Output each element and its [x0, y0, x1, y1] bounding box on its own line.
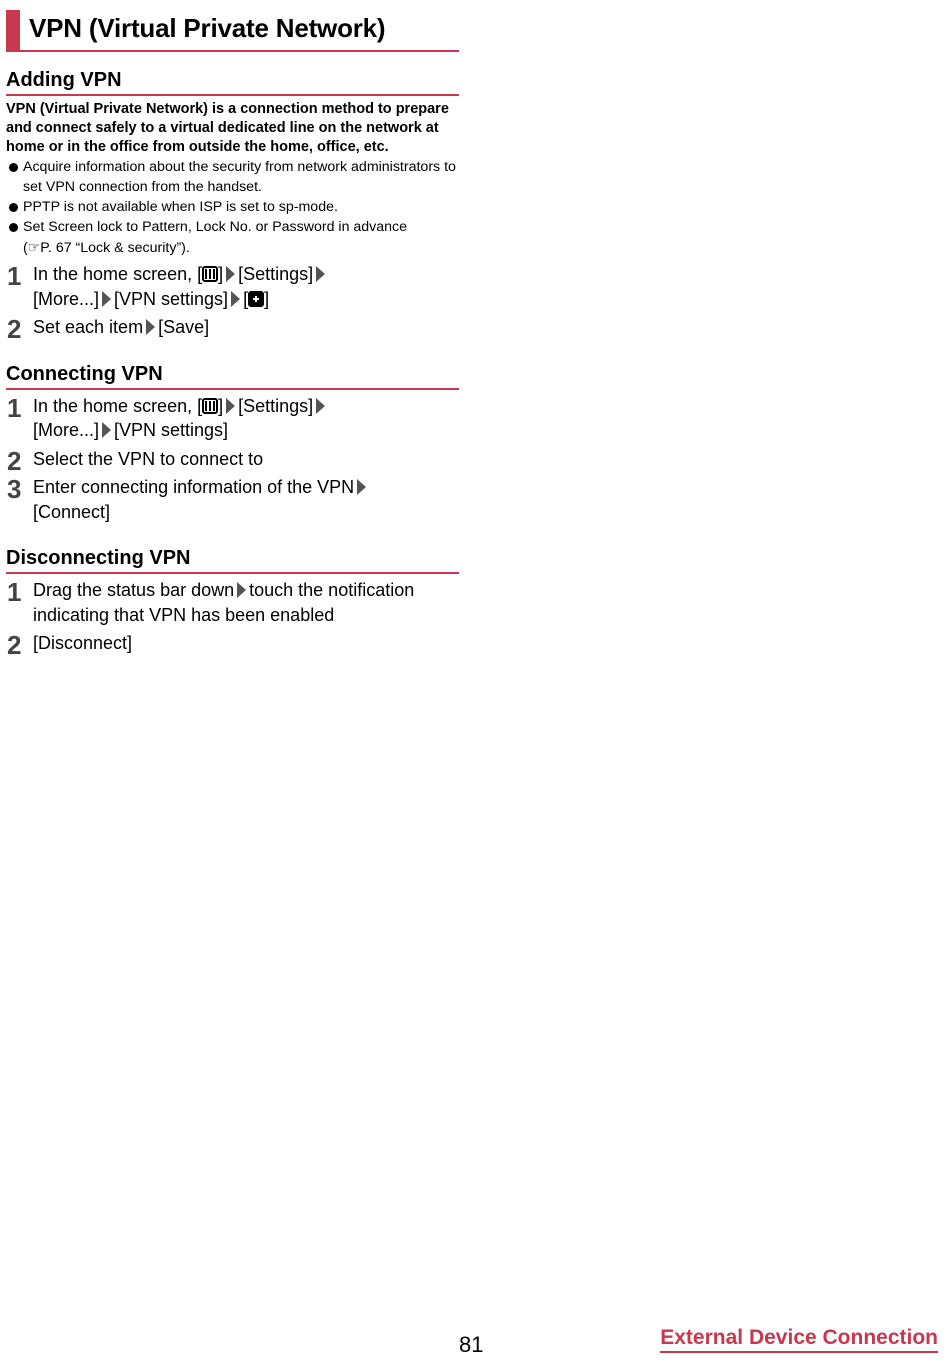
step-number: 1	[7, 261, 22, 291]
step-item	[6, 475, 459, 524]
step-number: 2	[7, 630, 22, 660]
step-text: [More...]	[33, 420, 100, 440]
page-number: 81	[459, 1332, 484, 1357]
step-text: [Disconnect]	[33, 633, 133, 653]
step-item	[6, 394, 459, 443]
arrow-right-icon	[316, 398, 325, 414]
arrow-right-icon	[316, 266, 325, 282]
step-number: 1	[7, 577, 22, 607]
step-text: Set each item	[33, 317, 144, 337]
arrow-right-icon	[237, 582, 246, 598]
step-item	[6, 630, 459, 660]
page-content	[6, 10, 459, 660]
intro-paragraph: VPN (Virtual Private Network) is a connection method to prepare and connect safely to a virtual dedicated line on the network at home or in the office from outside the home, office, etc.	[6, 101, 449, 155]
step-text: touch the notification indicating that VPN has been enabled	[33, 580, 415, 625]
bullet-icon	[9, 163, 18, 172]
page-reference-link[interactable]: P. 67 “Lock & security”).	[40, 240, 190, 256]
section-heading-adding	[6, 68, 459, 96]
step-text: In the home screen, [	[33, 264, 203, 284]
step-item	[6, 262, 459, 311]
chapter-title: VPN (Virtual Private Network)	[29, 13, 386, 43]
bullet-icon	[9, 223, 18, 232]
arrow-right-icon	[146, 319, 155, 335]
step-text: [Connect]	[33, 501, 111, 522]
arrow-right-icon	[102, 422, 111, 438]
arrow-right-icon	[102, 291, 111, 307]
step-item	[6, 578, 459, 627]
section-heading-connecting	[6, 362, 459, 390]
heading-adding-vpn: Adding VPN	[6, 69, 122, 91]
step-number: 1	[7, 392, 22, 423]
step-item	[6, 314, 459, 344]
step-text: ]	[264, 288, 270, 309]
step-text: ]	[218, 395, 224, 416]
step-text: [VPN settings]	[114, 420, 229, 440]
chapter-accent-bar	[6, 10, 20, 50]
step-number: 2	[7, 314, 22, 344]
step-text: [More...]	[33, 288, 100, 309]
step-text: [Settings]	[238, 264, 314, 284]
note-item	[6, 197, 459, 217]
note-text: Acquire information about the security from network administrators to set VPN connection from the handset.	[23, 159, 456, 195]
note-item	[6, 157, 459, 197]
apps-key-icon	[202, 266, 218, 282]
arrow-right-icon	[357, 479, 366, 495]
step-text: [Save]	[158, 317, 210, 337]
section-heading-disconnecting	[6, 546, 459, 574]
step-text: Select the VPN to connect to	[33, 448, 264, 469]
step-text: ]	[218, 264, 224, 284]
apps-key-icon	[202, 398, 218, 414]
reference-pointer-icon: ☞	[27, 239, 41, 255]
step-text: Enter connecting information of the VPN	[33, 477, 355, 497]
arrow-right-icon	[226, 398, 235, 414]
arrow-right-icon	[226, 266, 235, 282]
heading-disconnecting-vpn: Disconnecting VPN	[6, 547, 191, 569]
add-key-icon	[248, 291, 264, 307]
bullet-icon	[9, 203, 18, 212]
step-text: In the home screen, [	[33, 395, 203, 416]
arrow-right-icon	[231, 291, 240, 307]
chapter-header	[6, 10, 459, 52]
note-text: Set Screen lock to Pattern, Lock No. or Password in advance	[23, 219, 408, 235]
step-number: 3	[7, 474, 22, 504]
step-text: [	[243, 288, 249, 309]
step-text: [VPN settings]	[114, 288, 229, 309]
note-item: Set Screen lock to Pattern, Lock No. or Password in advance (☞P. 67 “Lock & security”).	[6, 217, 459, 258]
step-number: 2	[7, 445, 22, 476]
heading-connecting-vpn: Connecting VPN	[6, 362, 163, 385]
step-text: Drag the status bar down	[33, 580, 235, 600]
step-text: [Settings]	[238, 395, 314, 416]
step-item	[6, 445, 459, 476]
note-text: PPTP is not available when ISP is set to sp-mode.	[23, 199, 338, 215]
chapter-nav-link[interactable]: External Device Connection	[660, 1326, 938, 1353]
